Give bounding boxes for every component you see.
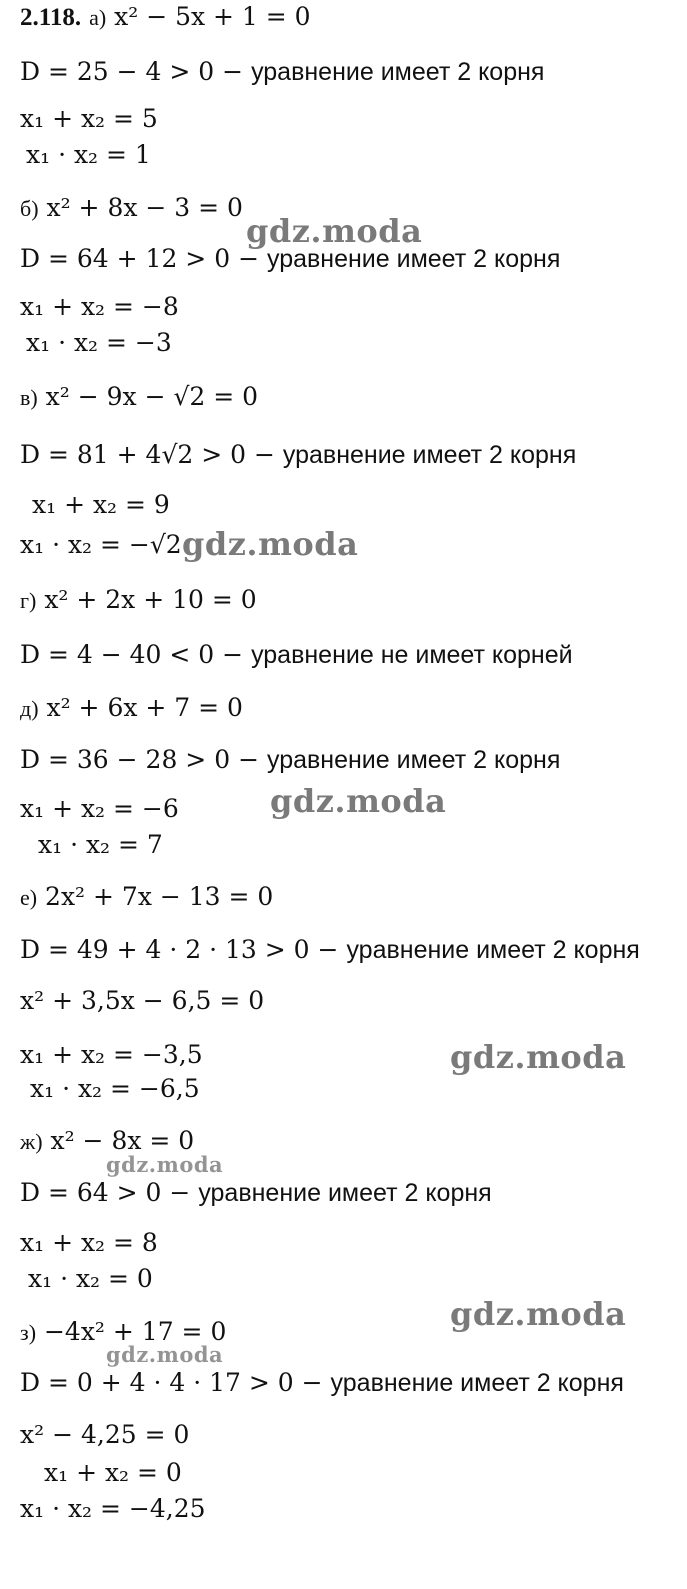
part-zh-equation: x² − 8x = 0 — [50, 1126, 195, 1155]
watermark-3: gdz.moda — [270, 782, 447, 820]
part-g-discriminant-line: D = 4 − 40 < 0 − уравнение не имеет корней — [20, 640, 573, 669]
part-z-reduced: x² − 4,25 = 0 — [20, 1420, 190, 1449]
part-zh-sum: x₁ + x₂ = 8 — [20, 1228, 158, 1257]
part-e-equation: 2x² + 7x − 13 = 0 — [45, 882, 274, 911]
part-g-equation: x² + 2x + 10 = 0 — [44, 585, 257, 614]
part-a-sum: x₁ + x₂ = 5 — [20, 104, 158, 133]
part-g-label: г) — [20, 588, 37, 613]
part-v-discriminant-line: D = 81 + 4√2 > 0 − уравнение имеет 2 корня — [20, 440, 577, 469]
part-b-label: б) — [20, 196, 39, 221]
part-v-label: в) — [20, 385, 38, 410]
part-zh-conclusion: уравнение имеет 2 корня — [198, 1179, 492, 1207]
part-zh-discriminant-line: D = 64 > 0 − уравнение имеет 2 корня — [20, 1178, 492, 1207]
part-g-equation-line — [20, 585, 257, 616]
watermark-1: gdz.moda — [246, 212, 423, 250]
watermark-4: gdz.moda — [450, 1038, 627, 1076]
part-d-sum: x₁ + x₂ = −6 — [20, 794, 179, 823]
part-z-conclusion: уравнение имеет 2 корня — [330, 1369, 624, 1397]
part-b-product: x₁ · x₂ = −3 — [26, 328, 172, 357]
part-d-product: x₁ · x₂ = 7 — [38, 830, 163, 859]
watermark-7: gdz.moda — [106, 1342, 224, 1367]
part-e-equation-line — [20, 882, 273, 913]
part-z-label: з) — [20, 1320, 37, 1345]
part-a-equation: x² − 5x + 1 = 0 — [114, 2, 311, 31]
part-b-sum: x₁ + x₂ = −8 — [20, 292, 179, 321]
part-g-discriminant: D = 4 − 40 < 0 — [20, 640, 215, 669]
part-zh-discriminant: D = 64 > 0 — [20, 1178, 162, 1207]
part-b-equation: x² + 8x − 3 = 0 — [46, 193, 243, 222]
part-a-label: а) — [89, 5, 107, 30]
watermark-6: gdz.moda — [450, 1295, 627, 1333]
part-g-conclusion: уравнение не имеет корней — [251, 641, 573, 669]
part-b-discriminant: D = 64 + 12 > 0 — [20, 244, 231, 273]
watermark-5: gdz.moda — [106, 1152, 224, 1177]
part-z-discriminant-line: D = 0 + 4 · 4 · 17 > 0 − уравнение имеет 2 корня — [20, 1368, 624, 1397]
part-a-discriminant: D = 25 − 4 > 0 — [20, 57, 215, 86]
part-d-discriminant-line: D = 36 − 28 > 0 − уравнение имеет 2 корня — [20, 745, 561, 774]
part-e-sum: x₁ + x₂ = −3,5 — [20, 1040, 203, 1069]
part-d-discriminant: D = 36 − 28 > 0 — [20, 745, 231, 774]
part-z-equation: −4x² + 17 = 0 — [43, 1317, 227, 1346]
part-d-equation-line — [20, 693, 243, 724]
part-z-product: x₁ · x₂ = −4,25 — [20, 1494, 206, 1523]
part-a-discriminant-line: D = 25 − 4 > 0 − уравнение имеет 2 корня — [20, 57, 545, 86]
part-e-label: е) — [20, 885, 38, 910]
part-b-discriminant-line: D = 64 + 12 > 0 − уравнение имеет 2 корня — [20, 244, 561, 273]
part-a-equation-line — [20, 2, 311, 33]
watermark-2: gdz.moda — [182, 525, 359, 563]
part-e-discriminant-line: D = 49 + 4 · 2 · 13 > 0 − уравнение имеет 2 корня — [20, 935, 640, 964]
part-d-label: д) — [20, 696, 39, 721]
part-e-discriminant: D = 49 + 4 · 2 · 13 > 0 — [20, 935, 310, 964]
part-d-conclusion: уравнение имеет 2 корня — [266, 746, 561, 774]
problem-number: 2.118. — [20, 4, 82, 31]
part-b-equation-line — [20, 193, 243, 224]
part-v-discriminant: D = 81 + 4√2 > 0 — [20, 440, 247, 469]
part-z-sum: x₁ + x₂ = 0 — [44, 1458, 182, 1487]
part-v-conclusion: уравнение имеет 2 корня — [282, 441, 577, 469]
part-e-conclusion: уравнение имеет 2 корня — [346, 936, 640, 964]
part-zh-label: ж) — [20, 1129, 43, 1154]
part-z-discriminant: D = 0 + 4 · 4 · 17 > 0 — [20, 1368, 294, 1397]
part-v-sum: x₁ + x₂ = 9 — [32, 490, 170, 519]
part-zh-product: x₁ · x₂ = 0 — [28, 1264, 153, 1293]
part-e-reduced: x² + 3,5x − 6,5 = 0 — [20, 986, 265, 1015]
part-v-equation-line — [20, 382, 258, 413]
part-d-equation: x² + 6x + 7 = 0 — [46, 693, 243, 722]
part-a-product: x₁ · x₂ = 1 — [26, 140, 151, 169]
part-v-equation: x² − 9x − √2 = 0 — [45, 382, 259, 411]
part-e-product: x₁ · x₂ = −6,5 — [30, 1074, 200, 1103]
part-b-conclusion: уравнение имеет 2 корня — [266, 245, 561, 273]
part-v-product: x₁ · x₂ = −√2 — [20, 530, 182, 559]
part-a-conclusion: уравнение имеет 2 корня — [251, 58, 545, 86]
